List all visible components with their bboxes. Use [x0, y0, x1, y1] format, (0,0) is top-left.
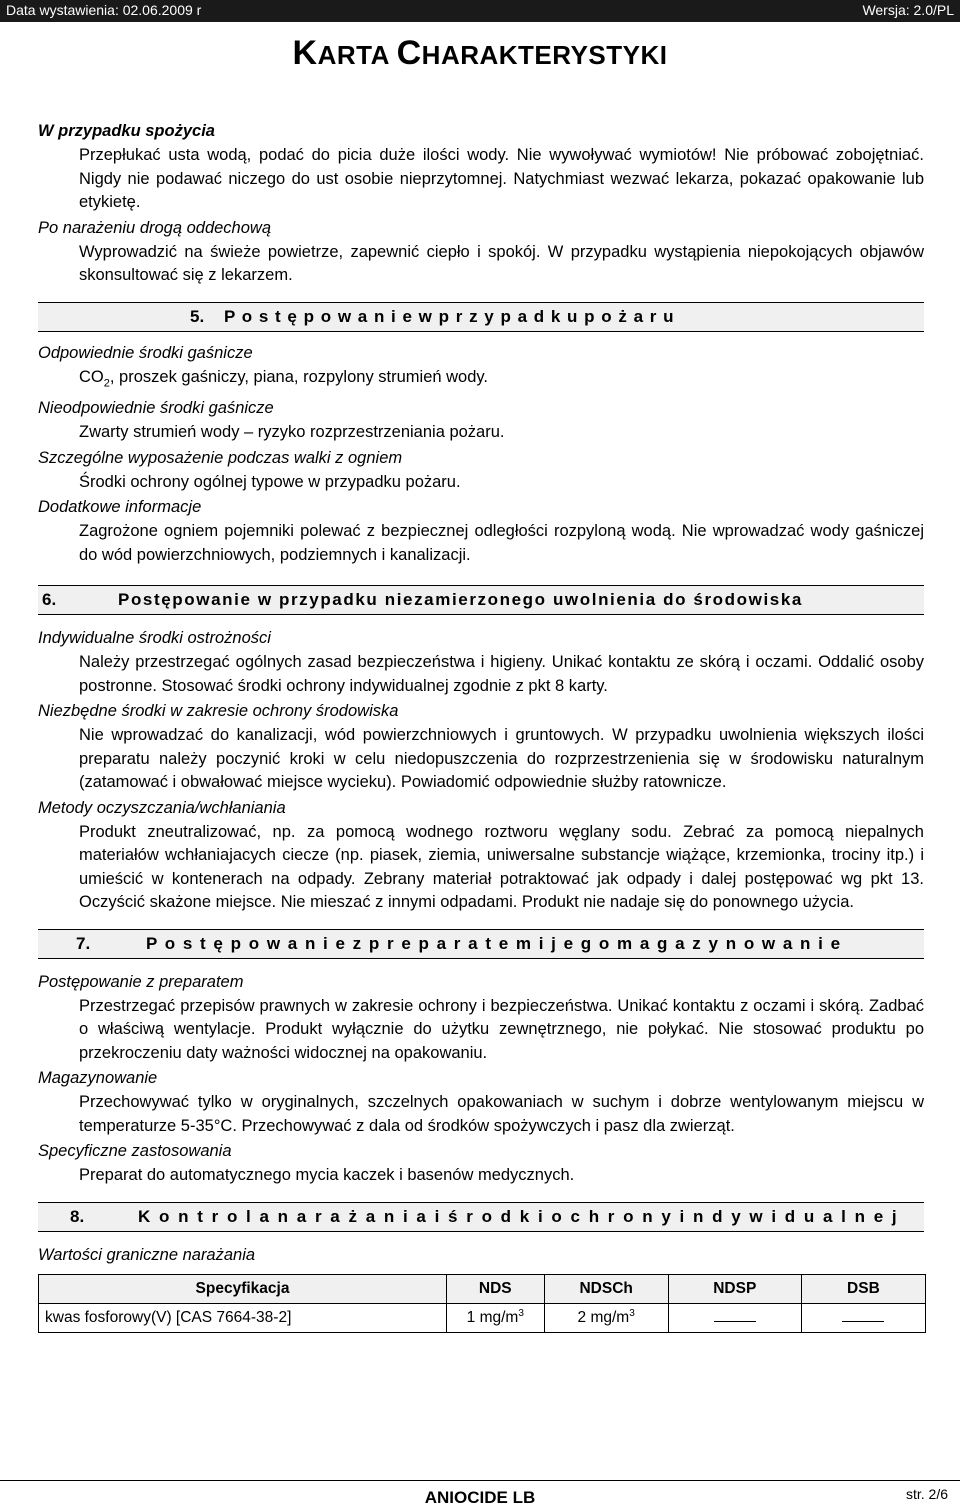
col-nds: NDS: [447, 1274, 545, 1303]
text-fire-equipment: Środki ochrony ogólnej typowe w przypadku pożaru.: [79, 472, 461, 491]
text-swallow: Przepłukać usta wodą, podać do picia duże ilości wody. Nie wywoływać wymiotów! Nie próbować zobojętniać. Nigdy nie podawać niczego do ust osobie nieprzytomnej. Natychmiast wezwać lekarza, pokazać opakowanie lub etykietę.: [79, 146, 924, 211]
issue-date: Data wystawienia: 02.06.2009 r: [6, 2, 202, 18]
version: Wersja: 2.0/PL: [862, 2, 954, 18]
col-ndsch: NDSCh: [544, 1274, 668, 1303]
subheading-handling: Postępowanie z preparatem: [38, 972, 244, 991]
text-specific-use: Preparat do automatycznego mycia kaczek i basenów medycznych.: [79, 1166, 575, 1185]
table-row: [39, 1303, 926, 1332]
text-personal-precautions: Należy przestrzegać ogólnych zasad bezpieczeństwa i higieny. Unikać kontaktu ze skórą i oczami. Oddalić osoby postronne. Stosować środki ochrony indywidualnej zgodnie z pkt 8 karty.: [79, 653, 924, 695]
subheading-exposure-limits: Wartości graniczne narażania: [38, 1245, 256, 1264]
cell-ndsch: 2 $mg/m^3$: [544, 1303, 668, 1332]
subheading-fire-equipment: Szczególne wyposażenie podczas walki z ogniem: [38, 448, 403, 467]
page-footer: [0, 1480, 960, 1512]
cell-ndsp: [668, 1303, 801, 1332]
subheading-storage: Magazynowanie: [38, 1069, 158, 1088]
text-handling: Przestrzegać przepisów prawnych w zakresie ochrony i bezpieczeństwa. Unikać kontaktu z oczami i skórą. Zadbać o właściwą wentylacje. Produkt wyłącznie do użytku zewnętrznego, nie połykać. Nie stosować produktu po przekroczeniu daty ważności widocznej na opakowaniu.: [79, 996, 924, 1062]
col-spec: Specyfikacja: [39, 1274, 447, 1303]
text-unsuitable-extinguishing: Zwarty strumień wody – ryzyko rozprzestrzeniania pożaru.: [79, 423, 505, 442]
document-title: KARTA CHARAKTERYSTYKI: [292, 34, 668, 72]
dash-line: [714, 1312, 756, 1322]
subheading-swallow: W przypadku spożycia: [38, 122, 215, 140]
cell-nds: 1 $mg/m^3$: [447, 1303, 545, 1332]
subheading-environmental: Niezbędne środki w zakresie ochrony środowiska: [38, 702, 399, 721]
cell-substance: kwas fosforowy(V) [CAS 7664-38-2]: [39, 1303, 447, 1332]
cell-dsb: [801, 1303, 925, 1332]
subheading-suitable-extinguishing: Odpowiednie środki gaśnicze: [38, 343, 253, 362]
text-inhalation: Wyprowadzić na świeże powietrze, zapewnić ciepło i spokój. W przypadku wystąpienia niepokojących objawów skonsultować się z lekarzem.: [79, 242, 924, 284]
subheading-unsuitable-extinguishing: Nieodpowiednie środki gaśnicze: [38, 399, 274, 418]
col-dsb: DSB: [801, 1274, 925, 1303]
text-additional-info: Zagrożone ogniem pojemniki polewać z bezpiecznej odległości rozpyloną wodą. Nie wprowadzać wody gaśniczej do wód powierzchniowych, podziemnych i kanalizacji.: [79, 522, 924, 564]
text-storage: Przechowywać tylko w oryginalnych, szczelnych opakowaniach w suchym i dobrze wentylowanym miejscu w temperaturze 5-35°C. Przechowywać z dala od środków spożywczych i pasz dla zwierząt.: [79, 1093, 924, 1135]
subheading-cleanup: Metody oczyszczania/wchłaniania: [38, 798, 286, 817]
section-7-header: 7. P o s t ę p o w a n i e z p r e p a r a t e m i j e g o m a g a z y n o w a n i e: [38, 929, 924, 959]
document-body: [38, 118, 924, 1333]
col-ndsp: NDSP: [668, 1274, 801, 1303]
page-header-bar: [0, 0, 960, 22]
exposure-limits-table: [38, 1274, 926, 1333]
dash-line: [842, 1312, 884, 1322]
subheading-additional-info: Dodatkowe informacje: [38, 498, 202, 517]
subheading-personal-precautions: Indywidualne środki ostrożności: [38, 629, 271, 648]
section-6-header: 6. Postępowanie w przypadku niezamierzonego uwolnienia do środowiska: [38, 585, 924, 615]
text-cleanup: Produkt zneutralizować, np. za pomocą wodnego roztworu węglany sodu. Zebrać za pomocą niepalnych materiałów wchłaniajacych ciecze (np. piasek, ziemia, uniwersalne substancje wiążące, krzemionka, trociny itp.) i umieścić w kontenerach na odpady. Zebrany materiał potraktować jak odpady i dalej postępować wg pkt 13. Oczyścić skażone miejsce. Nie mieszać z innymi odpadami. Produkt nie nadaje się do ponownego użycia.: [79, 822, 924, 912]
table-header-row: [39, 1274, 926, 1303]
product-name: ANIOCIDE LB: [424, 1488, 536, 1507]
section-8-header: 8. K o n t r o l a n a r a ż a n i a i ś r o d k i o c h r o n y i n d y w i d u a l n e j: [38, 1202, 924, 1232]
section-5-header: 5. P o s t ę p o w a n i e w p r z y p a d k u p o ż a r u: [38, 302, 924, 332]
subheading-specific-use: Specyficzne zastosowania: [38, 1142, 232, 1161]
text-suitable-extinguishing: $CO_2$, proszek gaśniczy, piana, rozpylony strumień wody.: [79, 367, 489, 389]
page-number: str. 2/6: [905, 1486, 948, 1502]
subheading-inhalation: Po narażeniu drogą oddechową: [38, 218, 272, 237]
text-environmental: Nie wprowadzać do kanalizacji, wód powierzchniowych i gruntowych. W przypadku uwolnienia większych ilości preparatu należy poczynić kroki w celu niedopuszczenia do rozprzestrzenienia się w środowisku naturalnym (zatamować i obwałować miejsce wycieku). Powiadomić odpowiednie służby ratownicze.: [79, 726, 924, 792]
